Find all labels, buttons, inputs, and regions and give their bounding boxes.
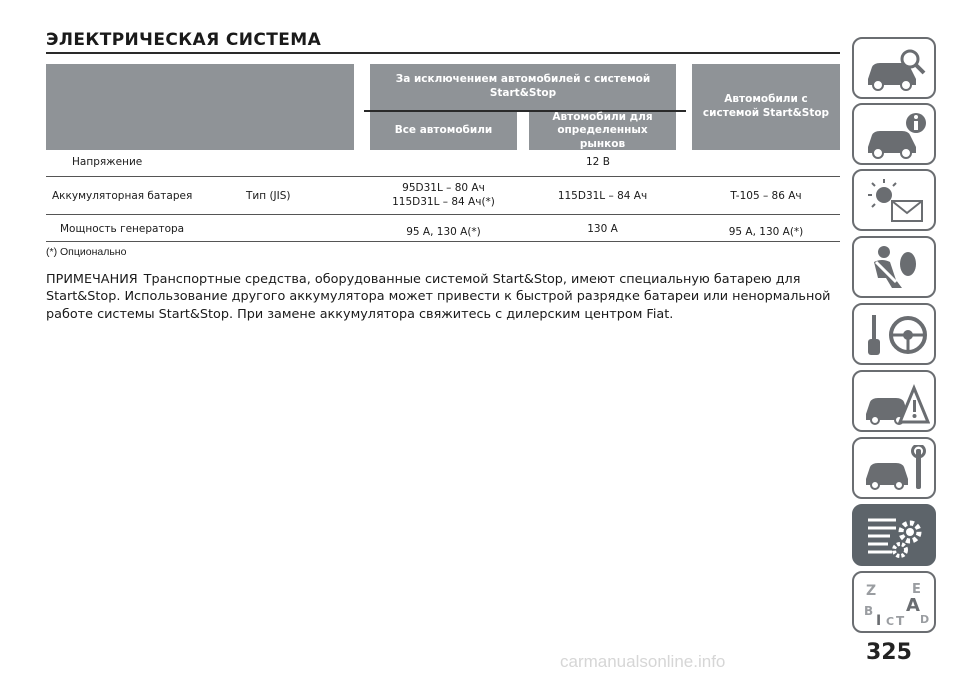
table-header-startstop: Автомобили с системой Start&Stop <box>692 64 840 150</box>
notes-lead: ПРИМЕЧАНИЯ <box>46 272 138 287</box>
tab-warning-lights[interactable] <box>852 169 936 231</box>
svg-text:B: B <box>864 604 874 618</box>
row-divider <box>46 241 840 242</box>
watermark: carmanualsonline.info <box>560 652 726 671</box>
notes-text: Транспортные средства, оборудованные системой Start&Stop, имеют специальную батарею для Start&Stop. Использование другого аккумулятора может привести к быстрой разрядке батареи или ненормальной работе системы Start&Stop. При замене аккумулятора свяжитесь с дилерским центром Fiat. <box>46 272 831 322</box>
svg-text:Z: Z <box>866 583 877 599</box>
warning-light-mail-icon <box>862 177 930 225</box>
table-header-group: За исключением автомобилей с системой Start&Stop <box>370 64 676 110</box>
battery-type: Тип (JIS) <box>246 190 291 202</box>
battery-all-vehicles <box>370 181 517 209</box>
car-maintenance-icon <box>862 445 930 493</box>
tab-specifications[interactable] <box>852 504 936 566</box>
generator-label: Мощность генератора <box>60 223 185 235</box>
notes-paragraph <box>46 271 836 323</box>
page-number: 325 <box>866 640 912 665</box>
tab-maintenance[interactable] <box>852 437 936 499</box>
svg-text:A: A <box>906 595 920 616</box>
page-title: ЭЛЕКТРИЧЕСКАЯ СИСТЕМА <box>46 30 840 54</box>
footnote: (*) Опционально <box>46 246 127 258</box>
row-divider <box>46 214 840 215</box>
battery-label: Аккумуляторная батарея <box>52 190 193 202</box>
alphabetical-index-icon <box>862 579 930 627</box>
svg-text:T: T <box>896 614 905 627</box>
seatbelt-airbag-icon <box>862 244 930 292</box>
car-emergency-icon <box>862 378 930 426</box>
car-search-icon <box>862 45 930 93</box>
table-header-certain-markets: Автомобили для определенных рынков <box>529 112 676 150</box>
battery-all-line1: 95D31L – 80 Ач <box>402 182 485 194</box>
svg-text:C: C <box>886 615 895 627</box>
car-info-icon <box>862 111 930 159</box>
svg-text:I: I <box>876 613 882 627</box>
generator-startstop: 95 А, 130 А(*) <box>728 226 804 238</box>
row-divider <box>46 176 840 177</box>
svg-text:E: E <box>912 582 921 597</box>
generator-certain-markets: 130 А <box>587 223 618 235</box>
voltage-label: Напряжение <box>72 156 143 168</box>
tab-car-search[interactable] <box>852 37 936 99</box>
generator-all-vehicles: 95 А, 130 А(*) <box>406 226 481 238</box>
tab-car-info[interactable] <box>852 103 936 165</box>
specifications-gears-icon <box>862 512 930 560</box>
battery-all-line2: 115D31L – 84 Ач(*) <box>392 196 495 209</box>
voltage-value: 12 В <box>586 156 610 168</box>
tab-index[interactable] <box>852 571 936 633</box>
key-steering-wheel-icon <box>862 311 930 359</box>
battery-startstop: T-105 – 86 Ач <box>730 190 802 202</box>
table-header-blank <box>46 64 354 150</box>
table-header-all-vehicles: Все автомобили <box>370 112 517 150</box>
svg-text:D: D <box>920 613 930 626</box>
tab-safety[interactable] <box>852 236 936 298</box>
battery-certain-markets: 115D31L – 84 Ач <box>557 190 648 202</box>
tab-emergency[interactable] <box>852 370 936 432</box>
tab-key-steering[interactable] <box>852 303 936 365</box>
